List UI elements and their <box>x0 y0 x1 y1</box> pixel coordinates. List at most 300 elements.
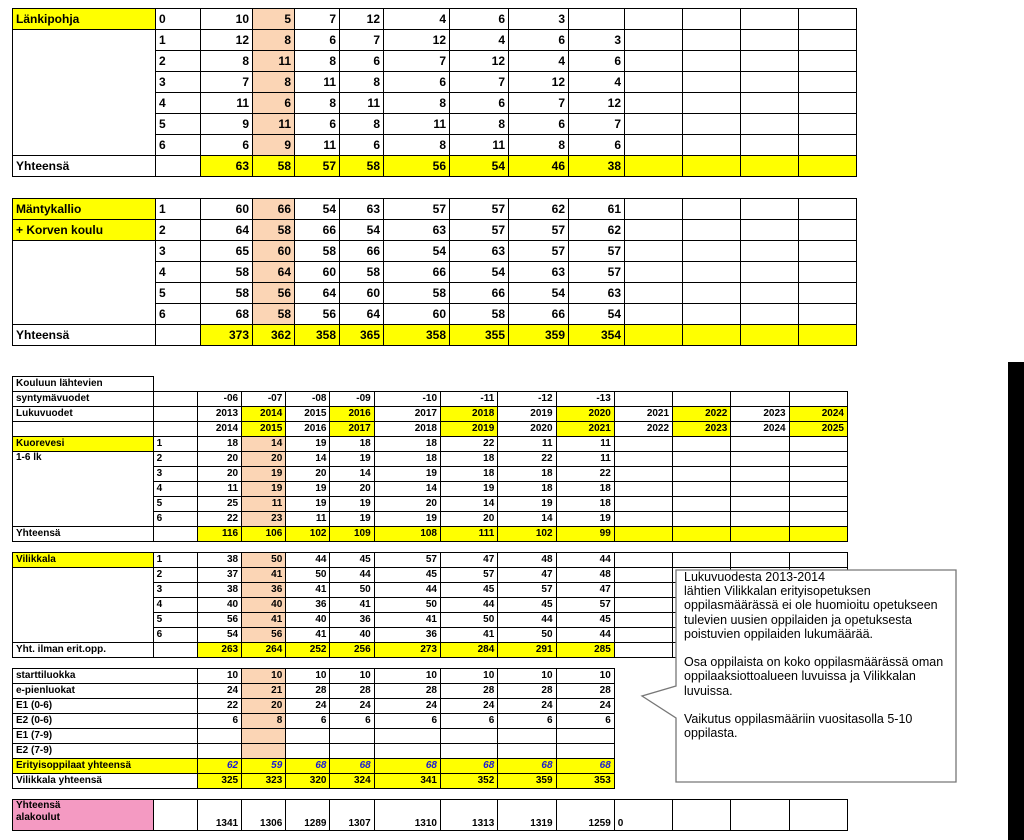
grand-total-label <box>13 800 154 831</box>
value-cell: 8 <box>201 51 253 72</box>
value-cell: 10 <box>441 669 498 684</box>
year-cell: 2022 <box>673 407 731 422</box>
value-cell: 6 <box>286 714 330 729</box>
value-cell <box>799 114 857 135</box>
spacer-cell <box>13 789 848 800</box>
value-cell: 20 <box>242 452 286 467</box>
value-cell <box>569 9 625 30</box>
value-cell: 44 <box>556 553 614 568</box>
value-cell: 45 <box>556 613 614 628</box>
total-cell <box>799 156 857 177</box>
year-cell: 2024 <box>789 407 847 422</box>
total-label: Yhteensä <box>13 156 156 177</box>
value-cell <box>498 744 556 759</box>
value-cell <box>799 220 857 241</box>
value-cell <box>614 512 672 527</box>
birth-year-cell: -12 <box>498 392 556 407</box>
value-cell: 20 <box>441 512 498 527</box>
value-cell: 60 <box>295 262 340 283</box>
total-cell: 57 <box>295 156 340 177</box>
value-cell: 12 <box>384 30 450 51</box>
value-cell: 58 <box>201 262 253 283</box>
total-cell: 102 <box>498 527 556 542</box>
total-cell: 106 <box>242 527 286 542</box>
total-cell: 291 <box>498 643 556 658</box>
value-cell: 10 <box>556 669 614 684</box>
value-cell: 38 <box>197 553 241 568</box>
value-cell <box>614 553 672 568</box>
year-cell: 2017 <box>374 407 440 422</box>
value-cell: 50 <box>330 583 374 598</box>
value-cell <box>683 114 741 135</box>
total-cell: 116 <box>197 527 241 542</box>
value-cell: 6 <box>509 114 569 135</box>
birth-year-cell: -07 <box>242 392 286 407</box>
birth-year-cell: -06 <box>197 392 241 407</box>
value-cell <box>741 93 799 114</box>
row-label: e-pienluokat <box>13 684 198 699</box>
value-cell: 6 <box>295 30 340 51</box>
value-cell: 19 <box>242 482 286 497</box>
grade-cell: 2 <box>156 51 201 72</box>
value-cell: 66 <box>509 304 569 325</box>
total-cell: 58 <box>253 156 295 177</box>
value-cell <box>625 51 683 72</box>
grade-cell: 6 <box>153 628 197 643</box>
value-cell <box>625 199 683 220</box>
value-cell: 45 <box>498 598 556 613</box>
value-cell: 66 <box>253 199 295 220</box>
value-cell: 8 <box>242 714 286 729</box>
value-cell: 28 <box>330 684 374 699</box>
value-cell: 57 <box>569 241 625 262</box>
value-cell: 7 <box>569 114 625 135</box>
value-cell: 44 <box>556 628 614 643</box>
total-cell: 1306 <box>242 800 286 831</box>
grand-total-row <box>13 800 848 831</box>
grade-cell: 1 <box>153 553 197 568</box>
total-cell: 285 <box>556 643 614 658</box>
year-cell: 2020 <box>498 422 556 437</box>
value-cell: 9 <box>201 114 253 135</box>
total-cell: 355 <box>450 325 509 346</box>
value-cell: 58 <box>253 220 295 241</box>
value-cell: 58 <box>295 241 340 262</box>
value-cell: 48 <box>498 553 556 568</box>
value-cell: 56 <box>295 304 340 325</box>
value-cell: 10 <box>374 669 440 684</box>
value-cell: 47 <box>556 583 614 598</box>
value-cell: 6 <box>441 714 498 729</box>
value-cell: 57 <box>450 220 509 241</box>
value-cell: 8 <box>509 135 569 156</box>
value-cell: 58 <box>450 304 509 325</box>
header-row <box>13 392 848 407</box>
value-cell: 57 <box>498 583 556 598</box>
total-cell: 273 <box>374 643 440 658</box>
value-cell: 9 <box>253 135 295 156</box>
total-cell: 63 <box>201 156 253 177</box>
value-cell <box>741 199 799 220</box>
value-cell <box>741 304 799 325</box>
value-cell <box>556 729 614 744</box>
value-cell <box>625 9 683 30</box>
total-cell: 0 <box>614 800 672 831</box>
value-cell: 40 <box>330 628 374 643</box>
value-cell: 41 <box>242 613 286 628</box>
value-cell: 14 <box>286 452 330 467</box>
value-cell <box>625 93 683 114</box>
value-cell: 41 <box>286 628 330 643</box>
value-cell: 19 <box>330 497 374 512</box>
value-cell: 19 <box>330 512 374 527</box>
value-cell: 10 <box>286 669 330 684</box>
table-row <box>13 241 857 262</box>
value-cell <box>242 744 286 759</box>
value-cell <box>153 527 197 542</box>
value-cell: 18 <box>441 467 498 482</box>
value-cell <box>741 9 799 30</box>
grade-cell: 1 <box>153 437 197 452</box>
total-cell <box>614 527 672 542</box>
label-cell <box>13 241 156 325</box>
value-cell: 57 <box>509 241 569 262</box>
value-cell <box>330 729 374 744</box>
value-cell: 11 <box>201 93 253 114</box>
value-cell: 28 <box>556 684 614 699</box>
year-cell: 2017 <box>330 422 374 437</box>
total-cell: 263 <box>197 643 241 658</box>
value-cell: 12 <box>450 51 509 72</box>
value-cell: 57 <box>374 553 440 568</box>
value-cell: 40 <box>286 613 330 628</box>
value-cell: 5 <box>253 9 295 30</box>
value-cell: 37 <box>197 568 241 583</box>
table-row <box>13 9 857 30</box>
total-cell: 324 <box>330 774 374 789</box>
value-cell: 19 <box>374 467 440 482</box>
header-label: Kouluun lähtevien <box>13 377 154 392</box>
value-cell: 18 <box>330 437 374 452</box>
value-cell <box>741 283 799 304</box>
value-cell <box>614 452 672 467</box>
total-cell: 1259 <box>556 800 614 831</box>
year-cell: 2018 <box>374 422 440 437</box>
value-cell: 56 <box>242 628 286 643</box>
value-cell <box>625 114 683 135</box>
value-cell: 41 <box>441 628 498 643</box>
value-cell: 68 <box>286 759 330 774</box>
value-cell: 19 <box>374 512 440 527</box>
value-cell: 28 <box>374 684 440 699</box>
value-cell: 8 <box>384 93 450 114</box>
value-cell <box>614 437 672 452</box>
grand-total-label-line2: alakoulut <box>16 812 60 823</box>
value-cell: 18 <box>556 482 614 497</box>
value-cell: 45 <box>441 583 498 598</box>
year-cell: 2019 <box>498 407 556 422</box>
value-cell <box>799 241 857 262</box>
value-cell: 60 <box>384 304 450 325</box>
value-cell: 19 <box>441 482 498 497</box>
value-cell: 6 <box>330 714 374 729</box>
value-cell <box>683 51 741 72</box>
total-cell: 46 <box>509 156 569 177</box>
total-cell: 365 <box>340 325 384 346</box>
value-cell: 8 <box>450 114 509 135</box>
value-cell <box>673 800 731 831</box>
total-cell: 284 <box>441 643 498 658</box>
value-cell <box>197 729 241 744</box>
value-cell: 40 <box>197 598 241 613</box>
total-cell: 320 <box>286 774 330 789</box>
value-cell: 19 <box>286 482 330 497</box>
value-cell: 8 <box>340 114 384 135</box>
value-cell <box>683 262 741 283</box>
grade-cell: 5 <box>156 283 201 304</box>
value-cell: 44 <box>498 613 556 628</box>
total-cell: 252 <box>286 643 330 658</box>
value-cell <box>731 497 789 512</box>
value-cell <box>441 729 498 744</box>
value-cell: 8 <box>253 30 295 51</box>
value-cell <box>625 220 683 241</box>
value-cell <box>13 422 154 437</box>
value-cell: 19 <box>556 512 614 527</box>
value-cell: 10 <box>242 669 286 684</box>
total-cell: 1289 <box>286 800 330 831</box>
value-cell <box>799 51 857 72</box>
value-cell: 58 <box>340 262 384 283</box>
value-cell: 18 <box>498 467 556 482</box>
value-cell <box>156 325 201 346</box>
value-cell: 20 <box>197 452 241 467</box>
total-cell: 323 <box>242 774 286 789</box>
year-cell: 2021 <box>556 422 614 437</box>
value-cell: 50 <box>374 598 440 613</box>
total-row <box>13 325 857 346</box>
value-cell <box>625 135 683 156</box>
value-cell: 8 <box>253 72 295 93</box>
value-cell: 20 <box>374 497 440 512</box>
value-cell: 54 <box>295 199 340 220</box>
value-cell: 41 <box>286 583 330 598</box>
grade-cell: 4 <box>153 482 197 497</box>
value-cell <box>625 30 683 51</box>
value-cell: 54 <box>197 628 241 643</box>
total-cell: 359 <box>498 774 556 789</box>
value-cell <box>741 220 799 241</box>
value-cell: 22 <box>498 452 556 467</box>
value-cell <box>683 304 741 325</box>
total-cell: 102 <box>286 527 330 542</box>
total-cell: 358 <box>384 325 450 346</box>
total-cell: 373 <box>201 325 253 346</box>
total-cell: 58 <box>340 156 384 177</box>
value-cell: 11 <box>197 482 241 497</box>
lankipohja-table <box>12 8 857 177</box>
value-cell <box>683 283 741 304</box>
value-cell <box>374 729 440 744</box>
grade-cell: 4 <box>156 262 201 283</box>
total-cell: 56 <box>384 156 450 177</box>
total-cell <box>683 156 741 177</box>
value-cell <box>683 220 741 241</box>
value-cell: 11 <box>556 437 614 452</box>
total-cell <box>741 325 799 346</box>
value-cell: 63 <box>569 283 625 304</box>
value-cell: 64 <box>295 283 340 304</box>
year-cell: 2020 <box>556 407 614 422</box>
value-cell: 36 <box>242 583 286 598</box>
value-cell: 4 <box>509 51 569 72</box>
value-cell: 68 <box>441 759 498 774</box>
grade-cell: 0 <box>156 9 201 30</box>
total-cell: 1319 <box>498 800 556 831</box>
value-cell <box>153 643 197 658</box>
value-cell: 44 <box>286 553 330 568</box>
value-cell <box>614 392 672 407</box>
value-cell: 10 <box>498 669 556 684</box>
value-cell: 23 <box>242 512 286 527</box>
value-cell: 38 <box>197 583 241 598</box>
value-cell <box>286 729 330 744</box>
value-cell: 18 <box>374 437 440 452</box>
value-cell <box>789 800 847 831</box>
total-cell: 358 <box>295 325 340 346</box>
value-cell: 58 <box>384 283 450 304</box>
value-cell: 64 <box>340 304 384 325</box>
value-cell: 18 <box>556 497 614 512</box>
value-cell: 48 <box>556 568 614 583</box>
spacer-row <box>13 542 848 553</box>
header-label: syntymävuodet <box>13 392 154 407</box>
value-cell: 8 <box>295 51 340 72</box>
year-cell: 2015 <box>242 422 286 437</box>
value-cell: 40 <box>242 598 286 613</box>
birth-year-cell: -08 <box>286 392 330 407</box>
value-cell <box>799 93 857 114</box>
value-cell: 22 <box>556 467 614 482</box>
value-cell: 18 <box>197 437 241 452</box>
label-cell <box>13 568 154 643</box>
value-cell: 8 <box>340 72 384 93</box>
value-cell <box>731 512 789 527</box>
value-cell <box>153 800 197 831</box>
grade-cell: 3 <box>153 583 197 598</box>
value-cell: 44 <box>330 568 374 583</box>
value-cell: 45 <box>374 568 440 583</box>
row-label: Vilikkala yhteensä <box>13 774 198 789</box>
total-cell <box>741 156 799 177</box>
value-cell: 19 <box>286 437 330 452</box>
value-cell <box>673 437 731 452</box>
value-cell: 41 <box>242 568 286 583</box>
value-cell: 60 <box>253 241 295 262</box>
value-cell: 10 <box>330 669 374 684</box>
total-cell: 362 <box>253 325 295 346</box>
value-cell: 4 <box>569 72 625 93</box>
grade-cell: 6 <box>156 135 201 156</box>
value-cell <box>789 497 847 512</box>
grade-cell: 5 <box>153 613 197 628</box>
birth-year-cell: -09 <box>330 392 374 407</box>
value-cell <box>197 744 241 759</box>
value-cell <box>731 800 789 831</box>
table-row <box>13 199 857 220</box>
school-name-2: + Korven koulu <box>13 220 156 241</box>
value-cell: 22 <box>197 512 241 527</box>
callout-text: Lukuvuodesta 2013-2014 lähtien Vilikkalan erityisopetuksen oppilasmäärässä ei ole huomioitu opetukseen tulevien uusien oppilaiden ja opetuksesta poistuvien oppilaiden lukumäärää. Osa oppilaista on koko oppilasmäärässä oman oppilaaksiottoalueen luvuissa ja Vilikkalan luvuissa. Vaikutus oppilasmääriin vuositasolla 5-10 oppilasta. <box>684 570 944 741</box>
total-cell: 1313 <box>441 800 498 831</box>
value-cell <box>614 482 672 497</box>
value-cell <box>799 262 857 283</box>
grade-cell: 6 <box>153 512 197 527</box>
header-row <box>13 422 848 437</box>
value-cell <box>741 135 799 156</box>
value-cell: 47 <box>498 568 556 583</box>
row-label: E2 (0-6) <box>13 714 198 729</box>
value-cell: 11 <box>253 114 295 135</box>
value-cell: 11 <box>340 93 384 114</box>
value-cell: 6 <box>569 51 625 72</box>
value-cell <box>673 497 731 512</box>
value-cell: 12 <box>201 30 253 51</box>
value-cell: 60 <box>201 199 253 220</box>
total-cell: 1310 <box>374 800 440 831</box>
value-cell: 12 <box>509 72 569 93</box>
value-cell: 7 <box>201 72 253 93</box>
value-cell: 57 <box>556 598 614 613</box>
value-cell: 4 <box>450 30 509 51</box>
value-cell: 24 <box>374 699 440 714</box>
header-label: Lukuvuodet <box>13 407 154 422</box>
value-cell <box>673 467 731 482</box>
value-cell: 58 <box>253 304 295 325</box>
grade-cell: 2 <box>156 220 201 241</box>
mantykallio-table <box>12 198 857 346</box>
value-cell: 11 <box>242 497 286 512</box>
total-cell <box>625 325 683 346</box>
value-cell: 24 <box>556 699 614 714</box>
value-cell: 63 <box>450 241 509 262</box>
value-cell: 57 <box>509 220 569 241</box>
total-cell <box>683 325 741 346</box>
value-cell: 24 <box>330 699 374 714</box>
value-cell: 68 <box>330 759 374 774</box>
value-cell: 22 <box>441 437 498 452</box>
value-cell <box>789 452 847 467</box>
value-cell: 24 <box>498 699 556 714</box>
value-cell <box>625 304 683 325</box>
value-cell: 68 <box>498 759 556 774</box>
value-cell: 54 <box>384 241 450 262</box>
value-cell: 11 <box>556 452 614 467</box>
value-cell: 7 <box>509 93 569 114</box>
value-cell: 63 <box>509 262 569 283</box>
year-cell: 2014 <box>242 407 286 422</box>
value-cell: 6 <box>253 93 295 114</box>
value-cell: 36 <box>330 613 374 628</box>
value-cell: 11 <box>384 114 450 135</box>
value-cell: 12 <box>340 9 384 30</box>
value-cell: 45 <box>330 553 374 568</box>
value-cell: 28 <box>441 684 498 699</box>
value-cell: 44 <box>441 598 498 613</box>
total-label: Yht. ilman erit.opp. <box>13 643 154 658</box>
value-cell: 62 <box>569 220 625 241</box>
value-cell: 50 <box>441 613 498 628</box>
